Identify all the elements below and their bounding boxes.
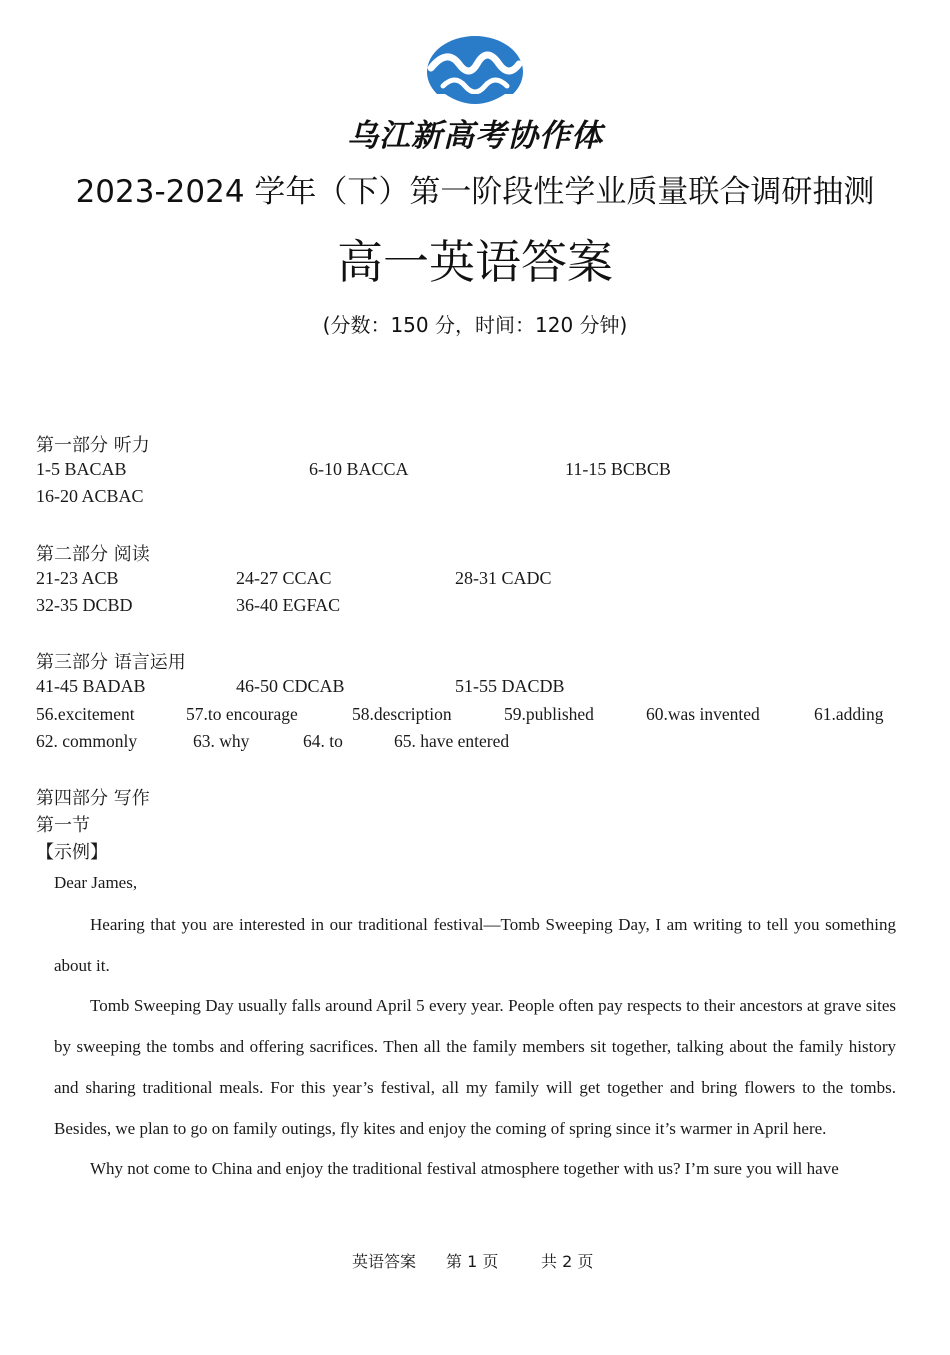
part4-heading: 第四部分 写作 — [36, 788, 150, 809]
answer-item: 6-10 BACCA — [309, 459, 409, 479]
answer-item: 16-20 ACBAC — [36, 486, 144, 506]
answer-item: 51-55 DACDB — [455, 676, 565, 696]
letter-paragraph: Why not come to China and enjoy the traditional festival atmosphere together with us? I’m sure you will have — [90, 1159, 839, 1179]
footer-page-number: 第 1 页 — [446, 1252, 499, 1271]
answer-item: 46-50 CDCAB — [236, 676, 345, 696]
answer-item: 62. commonly — [36, 731, 138, 751]
part2-heading: 第二部分 阅读 — [36, 544, 150, 565]
footer-total-pages: 共 2 页 — [541, 1252, 594, 1271]
answer-title: 高一英语答案 — [337, 235, 613, 289]
letter-greeting: Dear James, — [54, 873, 138, 892]
letter-paragraph: Tomb Sweeping Day usually falls around April 5 every year. People often pay respects to their ancestors at grave sites by sweeping the tombs and offering sacrifices. Then all the family members sit together, talking about the family history and sharing traditional meals. For this year’s festival, all my family will get together and bring flowers to the tombs. Besides, we plan to go on family outings, fly kites and enjoy the coming of spring since it’s warmer in April here. — [54, 996, 896, 1138]
answer-item: 65. have entered — [394, 731, 510, 751]
answer-item: 60.was invented — [646, 704, 760, 724]
footer-subject: 英语答案 — [352, 1252, 417, 1271]
example-label: 【示例】 — [36, 842, 108, 863]
section-heading: 第一节 — [36, 815, 90, 836]
part3-heading: 第三部分 语言运用 — [36, 652, 186, 673]
answer-item: 21-23 ACB — [36, 568, 119, 588]
logo — [0, 34, 950, 110]
answer-item: 41-45 BADAB — [36, 676, 146, 696]
answer-item: 28-31 CADC — [455, 568, 552, 588]
answer-item: 1-5 BACAB — [36, 459, 127, 479]
letter-body — [54, 905, 896, 1190]
exam-info: (分数：150 分，时间：120 分钟) — [322, 313, 628, 337]
answer-item: 57.to encourage — [186, 704, 298, 724]
answer-item: 36-40 EGFAC — [236, 595, 341, 615]
answer-item: 59.published — [504, 704, 594, 724]
exam-title: 2023-2024 学年（下）第一阶段性学业质量联合调研抽测 — [75, 174, 875, 210]
answer-item: 56.excitement — [36, 704, 135, 724]
wave-logo-icon — [425, 34, 525, 110]
answer-item: 63. why — [193, 731, 250, 751]
answer-item: 61.adding — [814, 704, 884, 724]
part1-heading: 第一部分 听力 — [36, 435, 150, 456]
letter-paragraph: Hearing that you are interested in our traditional festival—Tomb Sweeping Day, I am writing to tell you something about it. — [54, 915, 896, 975]
answer-item: 32-35 DCBD — [36, 595, 133, 615]
answer-item: 58.description — [352, 704, 452, 724]
answer-item: 11-15 BCBCB — [565, 459, 671, 479]
logo-text: 乌江新高考协作体 — [347, 118, 603, 154]
answer-item: 24-27 CCAC — [236, 568, 332, 588]
answer-item: 64. to — [303, 731, 343, 751]
